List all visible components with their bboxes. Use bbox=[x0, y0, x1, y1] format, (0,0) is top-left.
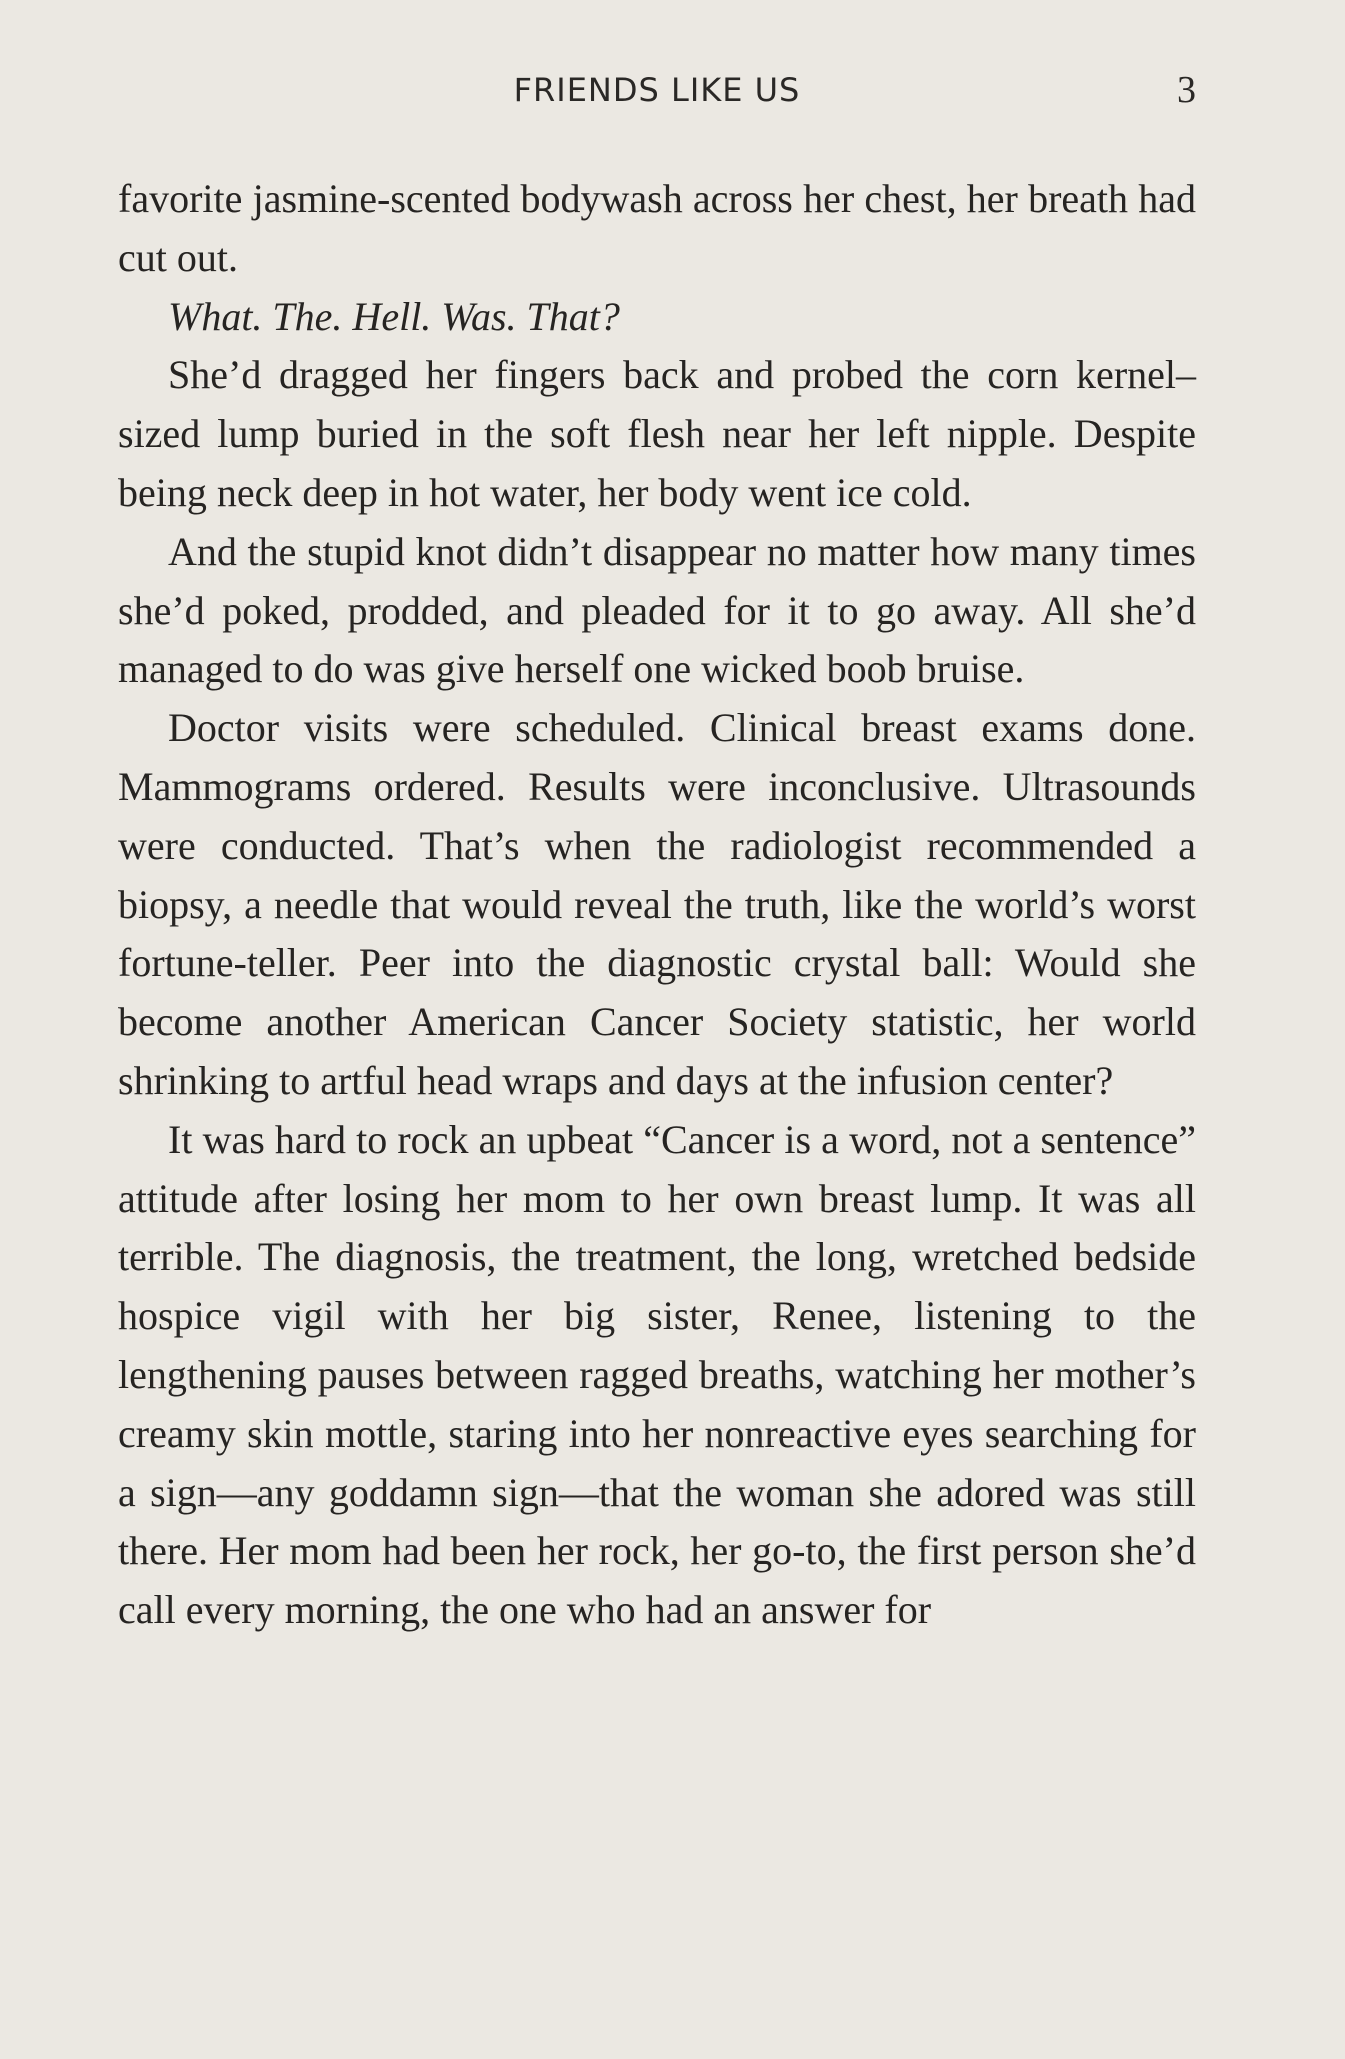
body-text bbox=[118, 170, 1196, 1640]
paragraph: Doctor visits were scheduled. Clinical breast exams done. Mammograms ordered. Results were inconclusive. Ultrasounds were conducted. That’s when the radiologist recommended a biopsy, a needle that would reveal the truth, like the world’s worst fortune-teller. Peer into the diagnostic crystal ball: Would she become another American Cancer Society statistic, her world shrinking to artful head wraps and days at the infusion center? bbox=[118, 705, 1196, 1103]
paragraph-italic-thought: What. The. Hell. Was. That? bbox=[168, 293, 620, 339]
page-number: 3 bbox=[1177, 69, 1196, 111]
running-head bbox=[118, 66, 1196, 114]
paragraph-continued: favorite jasmine-scented bodywash across her chest, her breath had cut out. bbox=[118, 176, 1196, 280]
paragraph: It was hard to rock an upbeat “Cancer is a word, not a sentence” attitude after losing her mom to her own breast lump. It was all terrible. The diagnosis, the treatment, the long, wretched bedside hospice vigil with her big sister, Renee, listening to the lengthening pauses between ragged breaths, watching her mother’s creamy skin mottle, staring into her nonreactive eyes searching for a sign—any goddamn sign—that the woman she adored was still there. Her mom had been her rock, her go-to, the first person she’d call every morning, the one who had an answer for bbox=[118, 1116, 1196, 1633]
paragraph: And the stupid knot didn’t disappear no matter how many times she’d poked, prodded, and pleaded for it to go away. All she’d managed to do was give herself one wicked boob bruise. bbox=[118, 528, 1196, 692]
paragraph: She’d dragged her fingers back and probed the corn kernel–sized lump buried in the soft flesh near her left nipple. Despite being neck deep in hot water, her body went ice cold. bbox=[118, 352, 1196, 515]
running-title: FRIENDS LIKE US bbox=[513, 71, 801, 109]
